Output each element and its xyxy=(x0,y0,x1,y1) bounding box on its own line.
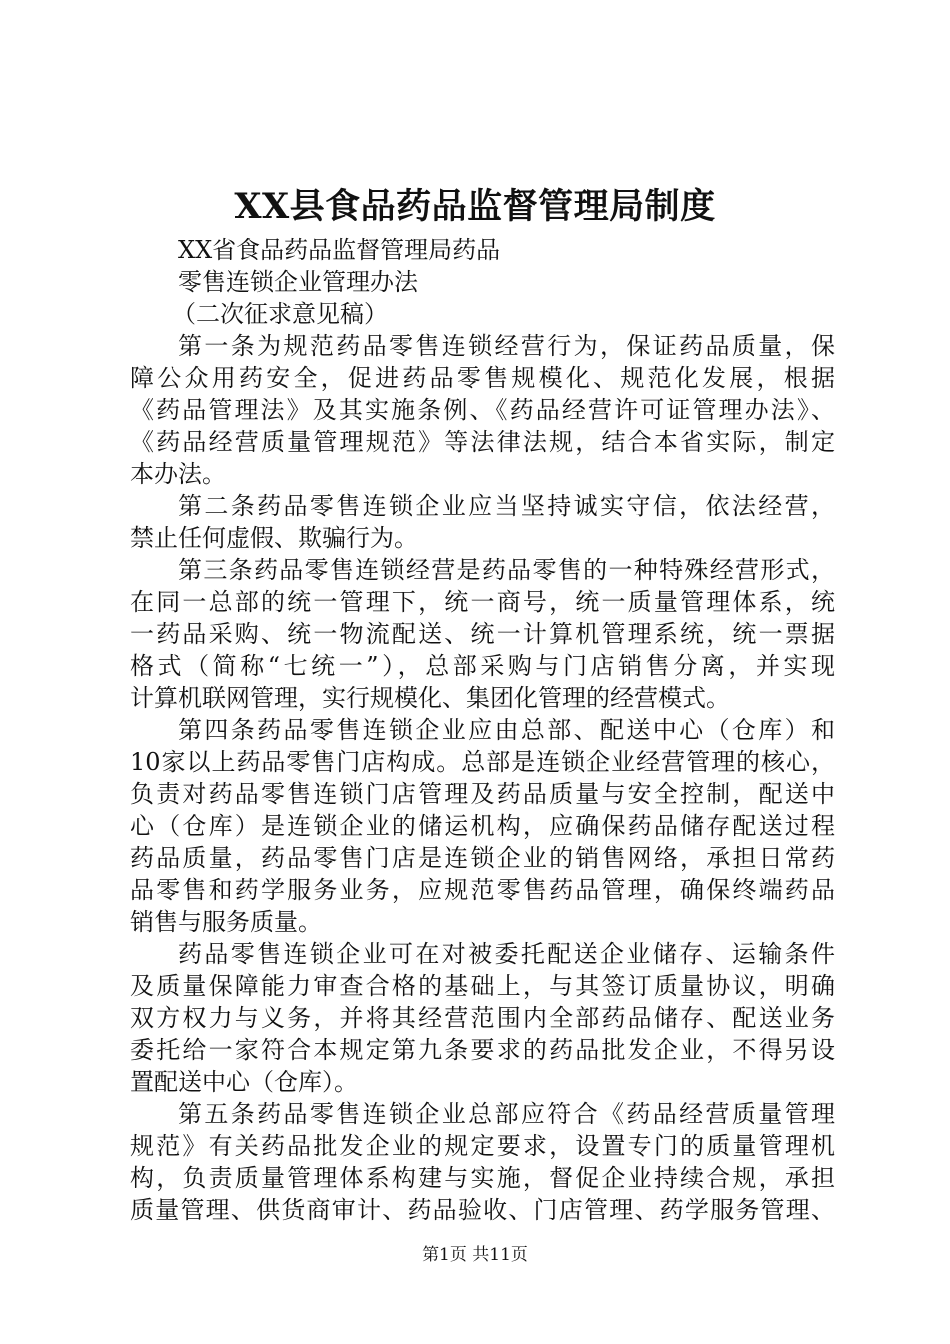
paragraph-line: 计算机联网管理，实行规模化、集团化管理的经营模式。 xyxy=(130,684,730,712)
paragraph-line: 构，负责质量管理体系构建与实施，督促企业持续合规，承担 xyxy=(130,1164,835,1192)
paragraph-line: 第五条药品零售连锁企业总部应符合《药品经营质量管理 xyxy=(178,1100,835,1128)
paragraph-line: 本办法。 xyxy=(130,460,226,488)
paragraph-line: 置配送中心（仓库）。 xyxy=(130,1068,358,1096)
header-line: XX省食品药品监督管理局药品 xyxy=(178,236,501,264)
paragraph-line: 《药品经营质量管理规范》等法律法规，结合本省实际，制定 xyxy=(130,428,835,456)
paragraph-line: 负责对药品零售连锁门店管理及药品质量与安全控制，配送中 xyxy=(130,780,835,808)
paragraph-line: 双方权力与义务，并将其经营范围内全部药品储存、配送业务 xyxy=(130,1004,835,1032)
paragraph-line: 在同一总部的统一管理下，统一商号，统一质量管理体系，统 xyxy=(130,588,835,616)
paragraph-line: 第一条为规范药品零售连锁经营行为，保证药品质量，保 xyxy=(178,332,835,360)
paragraph-line: 及质量保障能力审查合格的基础上，与其签订质量协议，明确 xyxy=(130,972,835,1000)
paragraph-line: 《药品管理法》及其实施条例、《药品经营许可证管理办法》、 xyxy=(130,396,835,424)
header-line: 零售连锁企业管理办法 xyxy=(178,268,418,296)
paragraph-line: 药品质量，药品零售门店是连锁企业的销售网络，承担日常药 xyxy=(130,844,835,872)
paragraph-line: 禁止任何虚假、欺骗行为。 xyxy=(130,524,418,552)
paragraph-line: 规范》有关药品批发企业的规定要求，设置专门的质量管理机 xyxy=(130,1132,835,1160)
paragraph-line: 第四条药品零售连锁企业应由总部、配送中心（仓库）和 xyxy=(178,716,835,744)
paragraph-line: 第二条药品零售连锁企业应当坚持诚实守信，依法经营， xyxy=(178,492,835,520)
paragraph-line: 10家以上药品零售门店构成。总部是连锁企业经营管理的核心， xyxy=(130,748,835,776)
paragraph-line: 障公众用药安全，促进药品零售规模化、规范化发展，根据 xyxy=(130,364,835,392)
paragraph-line: 心（仓库）是连锁企业的储运机构，应确保药品储存配送过程 xyxy=(130,812,835,840)
paragraph-line: 委托给一家符合本规定第九条要求的药品批发企业，不得另设 xyxy=(130,1036,835,1064)
paragraph-line: 质量管理、供货商审计、药品验收、门店管理、药学服务管理、 xyxy=(130,1196,835,1224)
paragraph-line: 药品零售连锁企业可在对被委托配送企业储存、运输条件 xyxy=(178,940,835,968)
paragraph-line: 格式（简称“七统一”），总部采购与门店销售分离，并实现 xyxy=(130,652,835,680)
header-line: （二次征求意见稿） xyxy=(172,300,388,328)
document-body xyxy=(130,234,835,1226)
document-title: XX县食品药品监督管理局制度 xyxy=(234,186,716,227)
paragraph-line: 第三条药品零售连锁经营是药品零售的一种特殊经营形式， xyxy=(178,556,835,584)
page-number-footer: 第1页 共11页 xyxy=(422,1245,528,1265)
paragraph-line: 一药品采购、统一物流配送、统一计算机管理系统，统一票据 xyxy=(130,620,835,648)
paragraph-line: 销售与服务质量。 xyxy=(130,908,322,936)
paragraph-line: 品零售和药学服务业务，应规范零售药品管理，确保终端药品 xyxy=(130,876,835,904)
